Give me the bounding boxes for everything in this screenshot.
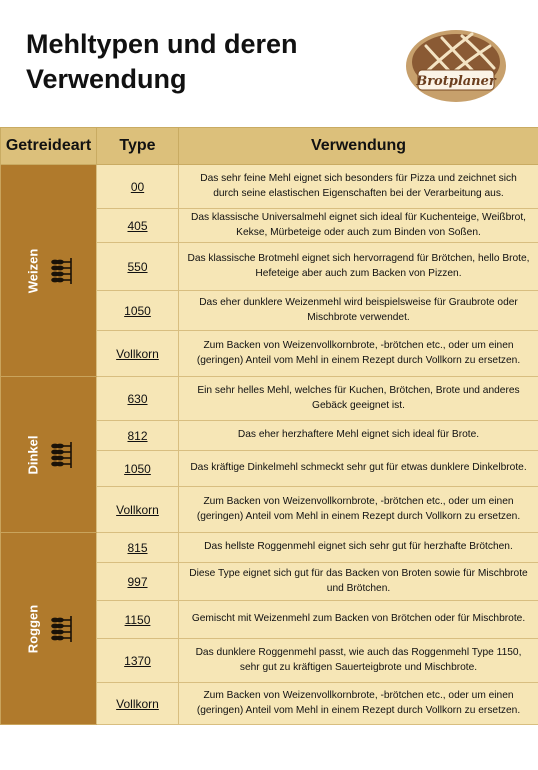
flour-table bbox=[0, 127, 538, 725]
type-cell bbox=[97, 291, 179, 331]
use-cell: Das klassische Universalmehl eignet sich ideal für Kuchenteige, Weißbrot, Kekse, Mürbeteige oder auch zum Binden von Soßen. bbox=[179, 209, 538, 243]
type-value: 997 bbox=[127, 574, 148, 589]
use-cell: Das sehr feine Mehl eignet sich besonders für Pizza und zeichnet sich durch seine elastischen Eigenschaften bei der Verarbeitung aus. bbox=[179, 165, 538, 209]
type-cell bbox=[97, 243, 179, 291]
use-cell: Das kräftige Dinkelmehl schmeckt sehr gut für etwas dunklere Dinkelbrote. bbox=[179, 451, 538, 487]
use-cell: Das dunklere Roggenmehl passt, wie auch das Roggenmehl Type 1150, sehr gut zu kräftigen Sauerteigbrote und Mischbrote. bbox=[179, 639, 538, 683]
type-value: 405 bbox=[127, 218, 148, 233]
type-cell bbox=[97, 563, 179, 601]
type-value: 1370 bbox=[124, 653, 151, 668]
page-title bbox=[26, 27, 386, 97]
grain-cell-roggen bbox=[1, 533, 97, 725]
wheat-icon bbox=[49, 256, 75, 282]
table-row bbox=[1, 377, 538, 421]
use-cell: Das hellste Roggenmehl eignet sich sehr gut für herzhafte Brötchen. bbox=[179, 533, 538, 563]
use-cell: Diese Type eignet sich gut für das Backen von Broten sowie für Mischbrote und Brötchen. bbox=[179, 563, 538, 601]
use-cell: Das klassische Brotmehl eignet sich hervorragend für Brötchen, hello Brote, Hefeteige aber auch zum Backen von Pizzen. bbox=[179, 243, 538, 291]
table-row bbox=[1, 533, 538, 563]
type-value: 1050 bbox=[124, 303, 151, 318]
type-value: 815 bbox=[127, 540, 148, 555]
type-cell bbox=[97, 165, 179, 209]
type-cell bbox=[97, 639, 179, 683]
type-cell bbox=[97, 601, 179, 639]
use-cell: Ein sehr helles Mehl, welches für Kuchen, Brötchen, Brote und anderes Gebäck geeignet ist. bbox=[179, 377, 538, 421]
type-value: Vollkorn bbox=[116, 346, 159, 361]
type-cell bbox=[97, 487, 179, 533]
use-cell: Gemischt mit Weizenmehl zum Backen von Brötchen oder für Mischbrote. bbox=[179, 601, 538, 639]
use-cell: Zum Backen von Weizenvollkornbrote, -brötchen etc., oder um einen (geringen) Anteil vom Mehl in einem Rezept durch Vollkorn zu ersetzen. bbox=[179, 683, 538, 725]
brotplaner-logo bbox=[402, 24, 510, 106]
grain-label: Dinkel bbox=[25, 434, 41, 475]
type-cell bbox=[97, 451, 179, 487]
type-cell bbox=[97, 377, 179, 421]
use-cell: Zum Backen von Weizenvollkornbrote, -brötchen etc., oder um einen (geringen) Anteil vom Mehl in einem Rezept durch Vollkorn zu ersetzen. bbox=[179, 331, 538, 377]
table-header-row bbox=[1, 128, 538, 165]
wheat-icon bbox=[49, 440, 75, 466]
use-cell: Zum Backen von Weizenvollkornbrote, -brötchen etc., oder um einen (geringen) Anteil vom Mehl in einem Rezept durch Vollkorn zu ersetzen. bbox=[179, 487, 538, 533]
type-value: 630 bbox=[127, 391, 148, 406]
use-cell: Das eher dunklere Weizenmehl wird beispielsweise für Graubrote oder Mischbrote verwendet. bbox=[179, 291, 538, 331]
header-use: Verwendung bbox=[179, 128, 538, 165]
type-value: 00 bbox=[130, 179, 145, 194]
type-cell bbox=[97, 421, 179, 451]
use-cell: Das eher herzhaftere Mehl eignet sich ideal für Brote. bbox=[179, 421, 538, 451]
page-title-line-2: Verwendung bbox=[26, 64, 187, 94]
grain-cell-weizen bbox=[1, 165, 97, 377]
type-cell bbox=[97, 533, 179, 563]
type-value: 550 bbox=[127, 259, 148, 274]
type-value: 1150 bbox=[124, 612, 151, 627]
type-cell bbox=[97, 683, 179, 725]
header-type: Type bbox=[97, 128, 179, 165]
table-row bbox=[1, 165, 538, 209]
page-title-line-1: Mehltypen und deren bbox=[26, 29, 298, 59]
type-value: Vollkorn bbox=[116, 502, 159, 517]
type-value: 812 bbox=[127, 428, 148, 443]
wheat-icon bbox=[49, 614, 75, 640]
type-cell bbox=[97, 331, 179, 377]
type-value: Vollkorn bbox=[116, 696, 159, 711]
page-header bbox=[0, 0, 538, 127]
grain-label: Weizen bbox=[25, 248, 41, 293]
type-value: 1050 bbox=[124, 461, 151, 476]
grain-cell-dinkel bbox=[1, 377, 97, 533]
header-grain: Getreideart bbox=[1, 128, 97, 165]
type-cell bbox=[97, 209, 179, 243]
grain-label: Roggen bbox=[25, 604, 41, 653]
logo-text: Brotplaner bbox=[416, 74, 496, 89]
